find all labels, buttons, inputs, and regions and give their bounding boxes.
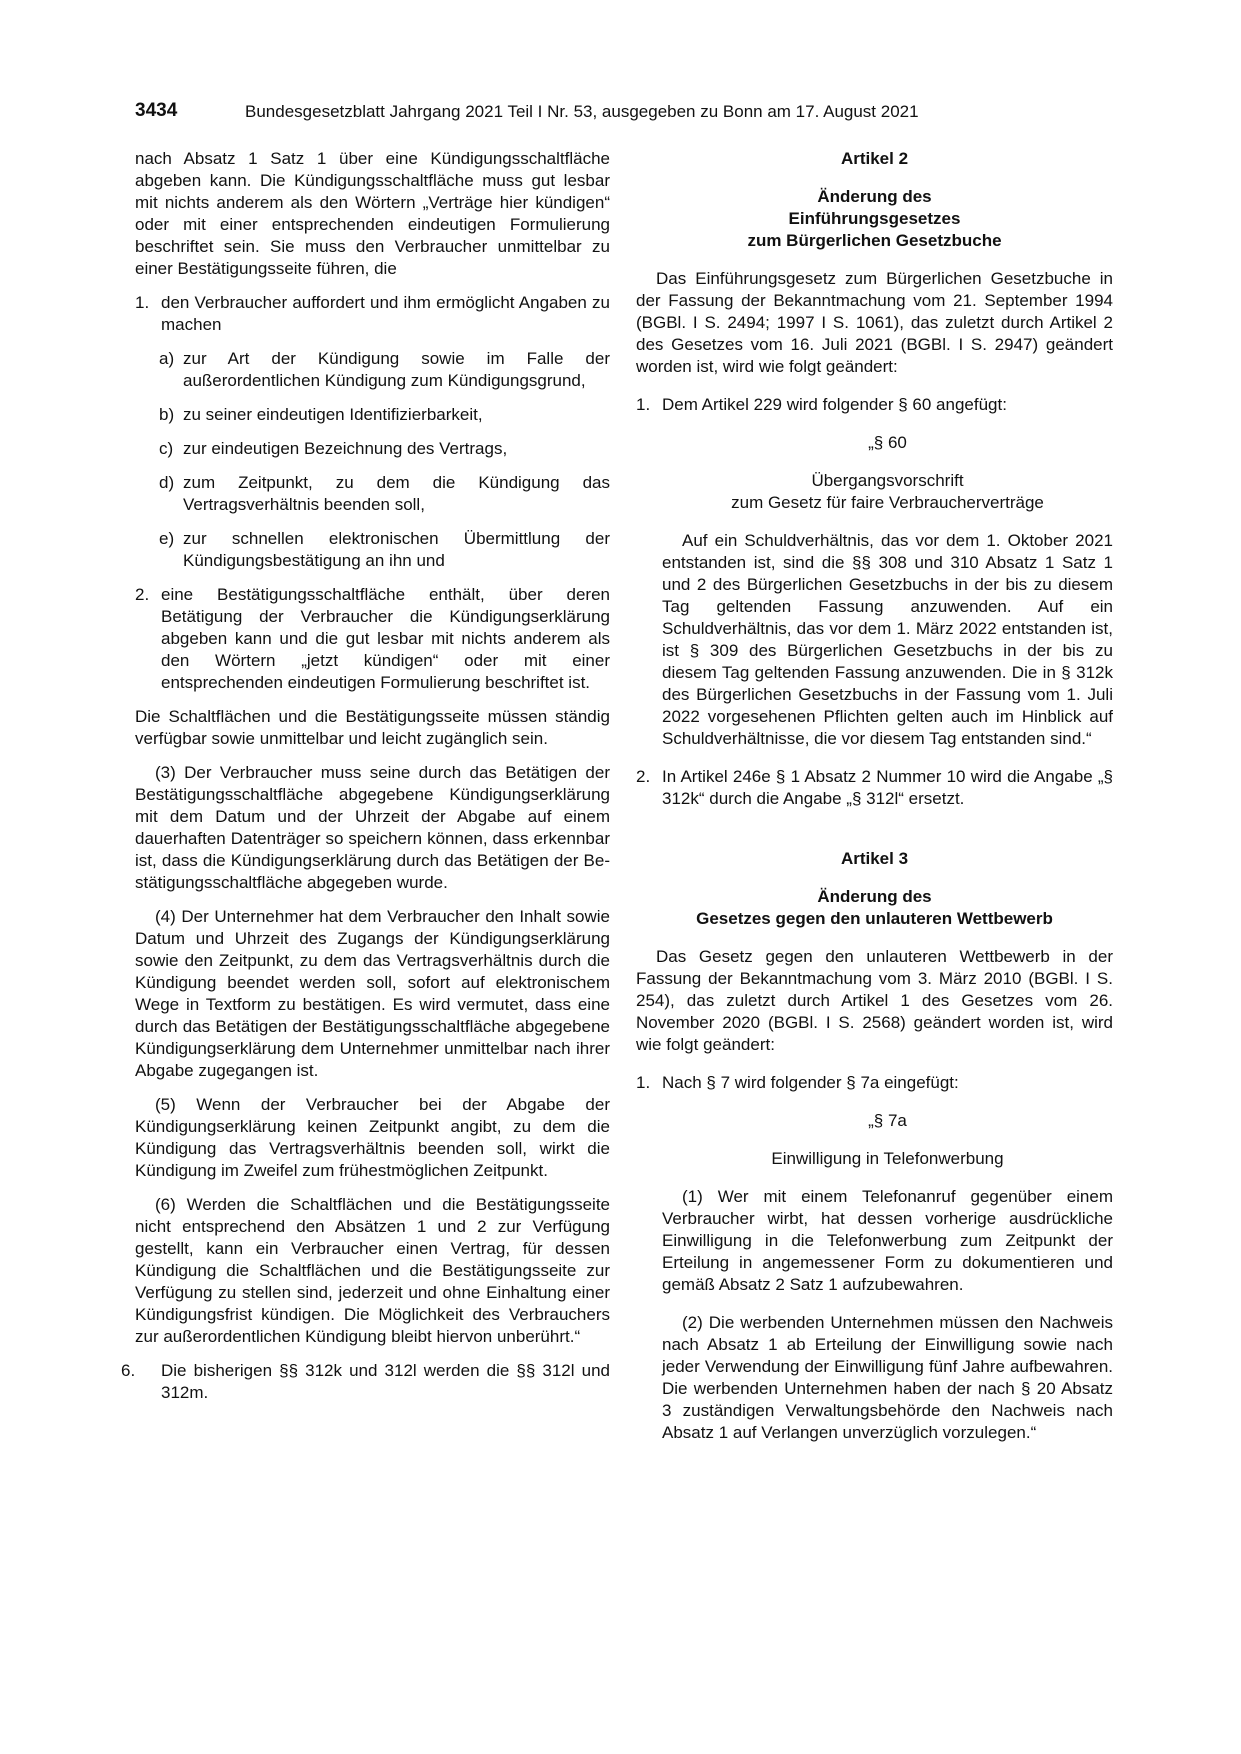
sub-text: zur schnellen elektronischen Übermittlung der Kündigungsbestätigung an ihn und <box>183 529 610 570</box>
paragraph-60-text: Auf ein Schuldverhältnis, das vor dem 1. Oktober 2021 entstanden ist, sind die §§ 308 und 310 Absatz 1 Satz 1 und 2 des Bürgerlichen Gesetzbuchs in der bis zu diesem Tag geltenden Fassung anzuwenden. Auf ein Schuldverhältnis, das vor dem 1. März 2022 entstanden ist, ist § 309 des Bürgerlichen Gesetzbuchs in der bis zu diesem Tag geltenden Fassung anzuwenden. Die in § 312k des Bürgerlichen Gesetzbuchs in der Fassung vom 1. Juli 2022 vorgesehenen Pflichten gelten auch im Hinblick auf Schuldverhältnisse, die vor diesem Tag entstanden sind.“ <box>662 531 1113 748</box>
article-3-label: Artikel 3 <box>840 849 909 868</box>
sub-text: zu seiner eindeutigen Identifizierbarkeit, <box>183 405 483 424</box>
sub-text: zur Art der Kündigung sowie im Falle der außerordentlichen Kündigung zum Kündigungsgrund, <box>183 349 610 390</box>
paragraph-7a-heading: „§ 7a <box>868 1111 907 1130</box>
list-text: Die bisherigen §§ 312k und 312l werden die §§ 312l und 312m. <box>161 1361 610 1402</box>
article-2-item-2 <box>636 766 1113 810</box>
list-number: 1. <box>636 1073 651 1092</box>
sub-item-a <box>135 348 610 392</box>
page-header <box>135 100 1105 130</box>
article-2-heading <box>636 186 1113 252</box>
paragraph-6: (6) Werden die Schaltflächen und die Bestätigungsseite nicht entsprechend den Absätzen 1 und 2 zur Verfügung gestellt, kann ein Verbraucher einen Vertrag, für dessen Kündigung die Schaltflächen und die Bestätigungsseite zur Verfügung zu stellen sind, jederzeit und ohne Einhaltung einer Kündigungsfrist kündigen. Die Möglichkeit des Verbrauchers zur außerordentlichen Kündigung bleibt hiervon unberührt.“ <box>135 1195 610 1346</box>
sub-text: zur eindeutigen Bezeichnung des Vertrags, <box>183 439 508 458</box>
paragraph-5: (5) Wenn der Verbraucher bei der Abgabe der Kündigungserklärung keinen Zeitpunkt angibt, zu dem die Kündigung das Vertragsverhältnis beenden soll, wirkt die Kündigung im Zweifel zum frühestmöglichen Zeitpunkt. <box>135 1095 610 1180</box>
article-2-title-line: Einführungsgesetzes <box>788 209 961 228</box>
paragraph-60-heading: „§ 60 <box>868 433 907 452</box>
sub-item-b <box>135 404 610 426</box>
sub-item-c <box>135 438 610 460</box>
paragraph-60-title: zum Gesetz für faire Verbraucherverträge <box>731 493 1044 512</box>
paragraph-7a-title: Einwilligung in Telefonwerbung <box>771 1149 1004 1168</box>
list-number: 6. <box>121 1361 136 1380</box>
list-item-1 <box>135 292 610 336</box>
article-2-label: Artikel 2 <box>840 149 909 168</box>
list-text: Nach § 7 wird folgender § 7a eingefügt: <box>662 1073 959 1092</box>
paragraph-7a-block <box>636 1110 1113 1444</box>
paragraph-4: (4) Der Unternehmer hat dem Verbraucher den Inhalt sowie Datum und Uhrzeit des Zugangs der Kündigungserklärung sowie den Zeitpunkt, zu dem das Vertragsverhältnis durch die Kündigung beendet werden soll, sofort auf elektronischem Wege in Textform zu bestätigen. Es wird vermutet, dass eine durch das Betätigen der Bestätigungsschaltfläche abgegebene Kündigungserklärung dem Unternehmer unmittelbar nach ihrer Abgabe zugegangen ist. <box>135 907 610 1080</box>
page-number: 3434 <box>135 100 178 121</box>
paragraph-7a-absatz-1: (1) Wer mit einem Telefonanruf gegenüber einem Verbraucher wirbt, hat dessen vorherige ausdrückliche Einwilligung in die Telefonwerbung zum Zeitpunkt der Erteilung in angemessener Form zu dokumentieren und gemäß Absatz 2 Satz 1 aufzubewahren. <box>662 1187 1113 1294</box>
paragraph-60-block <box>636 432 1113 750</box>
left-column <box>121 148 610 1404</box>
list-text: Dem Artikel 229 wird folgender § 60 angefügt: <box>662 395 1007 414</box>
paragraph-3: (3) Der Verbraucher muss seine durch das Betätigen der Bestätigungsschaltfläche abgegebene Kündigungserklärung mit dem Datum und der Uhrzeit der Abgabe auf einem dauerhaften Datenträger so speichern können, dass erkennbar ist, dass die Kündigungserklärung durch das Betätigen der Bestätigungsschaltfläche abgegeben wurde. <box>135 763 610 892</box>
sub-letter: e) <box>159 529 175 548</box>
sub-letter: c) <box>159 439 174 458</box>
article-3-title-line: Gesetzes gegen den unlauteren Wettbewerb <box>696 909 1053 928</box>
article-3-item-1 <box>636 1072 1113 1094</box>
list-text: den Verbraucher auffordert und ihm ermöglicht Angaben zu machen <box>161 293 610 334</box>
list-item-6 <box>121 1360 610 1404</box>
intro-paragraph: nach Absatz 1 Satz 1 über eine Kündigungsschaltfläche abgeben kann. Die Kündigungsschaltfläche muss gut lesbar mit nichts anderem als den Wörtern „Verträge hier kündigen“ oder mit einer entsprechenden eindeutigen Formulierung beschriftet sein. Sie muss den Verbraucher unmittelbar zu einer Bestätigungsseite führen, die <box>135 149 610 278</box>
list-number: 2. <box>636 767 651 786</box>
article-2-title-line: zum Bürgerlichen Gesetzbuche <box>747 231 1002 250</box>
sub-letter: a) <box>159 349 175 368</box>
article-3-heading <box>636 886 1113 930</box>
sub-item-d <box>135 472 610 516</box>
article-3-title-line: Änderung des <box>817 887 932 906</box>
list-number: 2. <box>135 585 150 604</box>
sub-letter: d) <box>159 473 175 492</box>
article-2-title-line: Änderung des <box>817 187 932 206</box>
after-list-paragraph: Die Schaltflächen und die Bestätigungsseite müssen ständig verfügbar sowie unmittelbar und leicht zugänglich sein. <box>135 707 610 748</box>
list-number: 1. <box>636 395 651 414</box>
list-item-2 <box>135 584 610 694</box>
list-number: 1. <box>135 293 150 312</box>
sub-text: zum Zeitpunkt, zu dem die Kündigung das Vertragsverhältnis beenden soll, <box>183 473 610 514</box>
paragraph-7a-absatz-2: (2) Die werbenden Unternehmen müssen den Nachweis nach Absatz 1 ab Erteilung der Einwilligung sowie nach jeder Verwendung der Einwilligung fünf Jahre aufbewahren. Die werbenden Unternehmen haben der nach § 20 Absatz 3 zuständigen Verwaltungsbehörde den Nachweis nach Absatz 1 auf Verlangen unverzüglich vorzulegen.“ <box>662 1313 1113 1442</box>
list-text: In Artikel 246e § 1 Absatz 2 Nummer 10 wird die Angabe „§ 312k“ durch die Angabe „§ 312l“ ersetzt. <box>662 767 1113 808</box>
list-text: eine Bestätigungsschaltfläche enthält, über deren Betätigung der Verbraucher die Kündigungserklärung abgeben kann und die gut lesbar mit nichts anderem als den Wörtern „jetzt kündigen“ oder mit einer entsprechenden eindeutigen Formulierung beschriftet ist. <box>161 585 610 692</box>
article-2-intro: Das Einführungsgesetz zum Bürgerlichen Gesetzbuche in der Fassung der Bekanntmachung vom 21. September 1994 (BGBl. I S. 2494; 1997 I S. 1061), das zuletzt durch Artikel 2 des Gesetzes vom 16. Juli 2021 (BGBl. I S. 2947) geändert worden ist, wird wie folgt geändert: <box>636 269 1113 376</box>
article-2-item-1 <box>636 394 1113 416</box>
paragraph-60-title: Übergangsvorschrift <box>811 471 964 490</box>
sub-item-e <box>135 528 610 572</box>
article-3-intro: Das Gesetz gegen den unlauteren Wettbewerb in der Fassung der Bekanntmachung vom 3. März 2010 (BGBl. I S. 254), das zuletzt durch Artikel 1 des Gesetzes vom 26. November 2020 (BGBl. I S. 2568) geändert worden ist, wird wie folgt geändert: <box>636 947 1113 1054</box>
running-head: Bundesgesetzblatt Jahrgang 2021 Teil I Nr. 53, ausgegeben zu Bonn am 17. August 2021 <box>245 102 919 121</box>
right-column <box>636 148 1113 1444</box>
sub-letter: b) <box>159 405 175 424</box>
